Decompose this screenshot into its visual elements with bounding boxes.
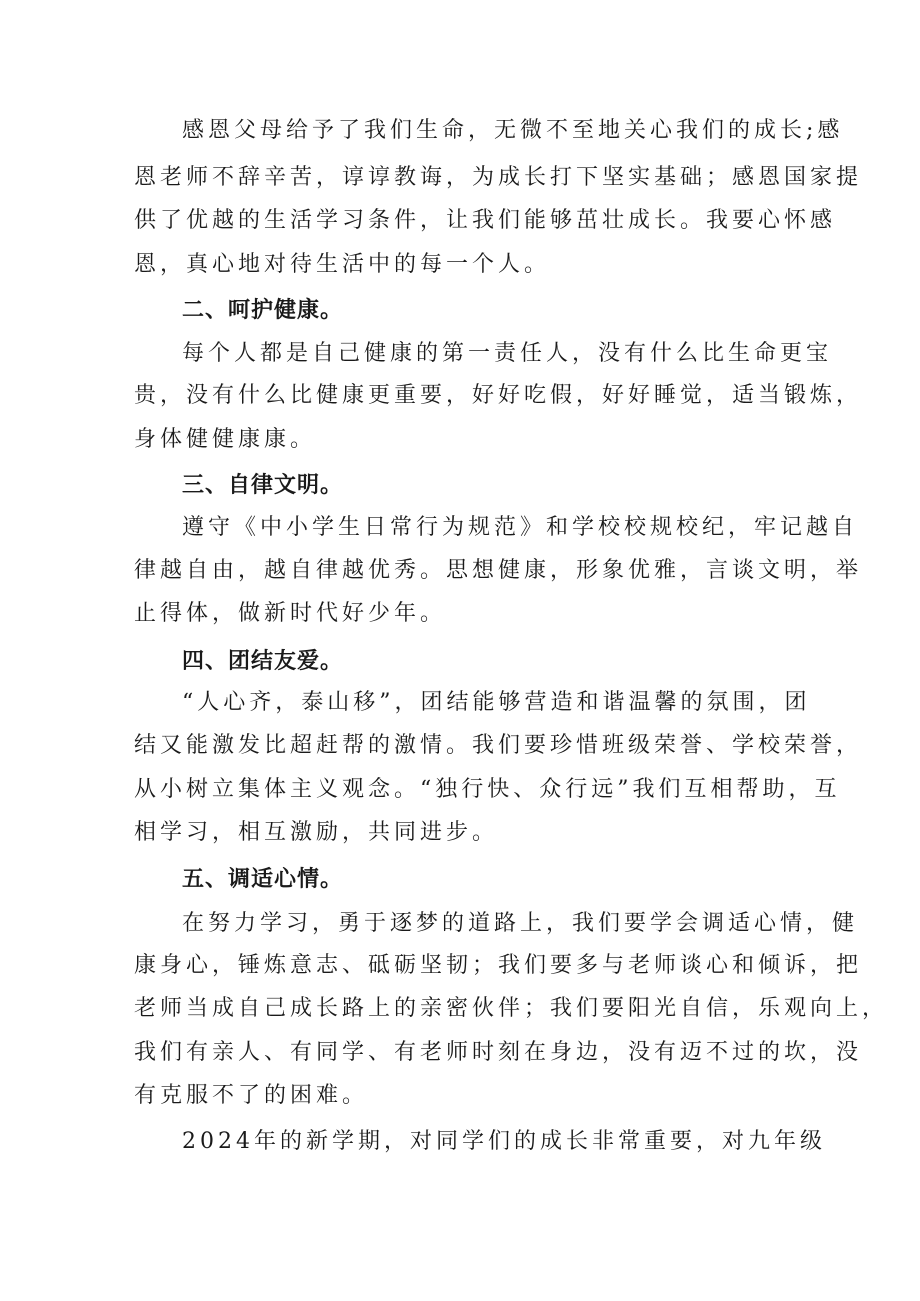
paragraph-discipline-line-3: 止得体，做新时代好少年。 [134,601,447,626]
paragraph-mood-line-5: 有克服不了的困难。 [134,1083,369,1108]
paragraph-unity-line-2: 结又能激发比超赶帮的激情。我们要珍惜班级荣誉、学校荣誉， [134,733,863,758]
paragraph-discipline-line-2: 律越自由，越自律越优秀。思想健康，形象优雅，言谈文明，举 [134,558,863,583]
paragraph-health-line-2: 贵，没有什么比健康更重要，好好吃假，好好睡觉，适当锻炼， [134,383,863,408]
section-heading-discipline: 三、自律文明。 [182,473,344,498]
paragraph-mood-line-3: 老师当成自己成长路上的亲密伙伴；我们要阳光自信，乐观向上， [134,996,889,1021]
paragraph-mood-line-1: 在努力学习，勇于逐梦的道路上，我们要学会调适心情，健 [182,911,859,936]
section-heading-unity: 四、团结友爱。 [182,649,344,674]
paragraph-unity-line-3: 从小树立集体主义观念。“独行快、众行远”我们互相帮助，互 [134,777,841,802]
section-heading-health: 二、呵护健康。 [182,298,344,323]
paragraph-health-line-1: 每个人都是自己健康的第一责任人，没有什么比生命更宝 [182,341,833,366]
paragraph-unity-line-4: 相学习，相互激励，共同进步。 [134,820,499,845]
paragraph-gratitude-line-1: 感恩父母给予了我们生命，无微不至地关心我们的成长;感 [182,118,844,143]
paragraph-health-line-3: 身体健健康康。 [134,427,317,452]
paragraph-mood-line-2: 康身心，锤炼意志、砥砺坚韧；我们要多与老师谈心和倾诉，把 [134,953,863,978]
paragraph-discipline-line-1: 遵守《中小学生日常行为规范》和学校校规校纪，牢记越自 [182,515,859,540]
paragraph-gratitude-line-2: 恩老师不辞辛苦，谆谆教诲，为成长打下坚实基础；感恩国家提 [134,165,863,190]
paragraph-unity-line-1: “人心齐，泰山移”，团结能够营造和谐温馨的氛围，团 [182,690,811,715]
paragraph-gratitude-line-3: 供了优越的生活学习条件，让我们能够茁壮成长。我要心怀感 [134,208,837,233]
paragraph-mood-line-4: 我们有亲人、有同学、有老师时刻在身边，没有迈不过的坎，没 [134,1040,863,1065]
paragraph-semester-line-1: 2024年的新学期，对同学们的成长非常重要，对九年级 [182,1129,826,1154]
paragraph-gratitude-line-4: 恩，真心地对待生活中的每一个人。 [134,252,551,277]
section-heading-mood: 五、调适心情。 [182,867,344,892]
